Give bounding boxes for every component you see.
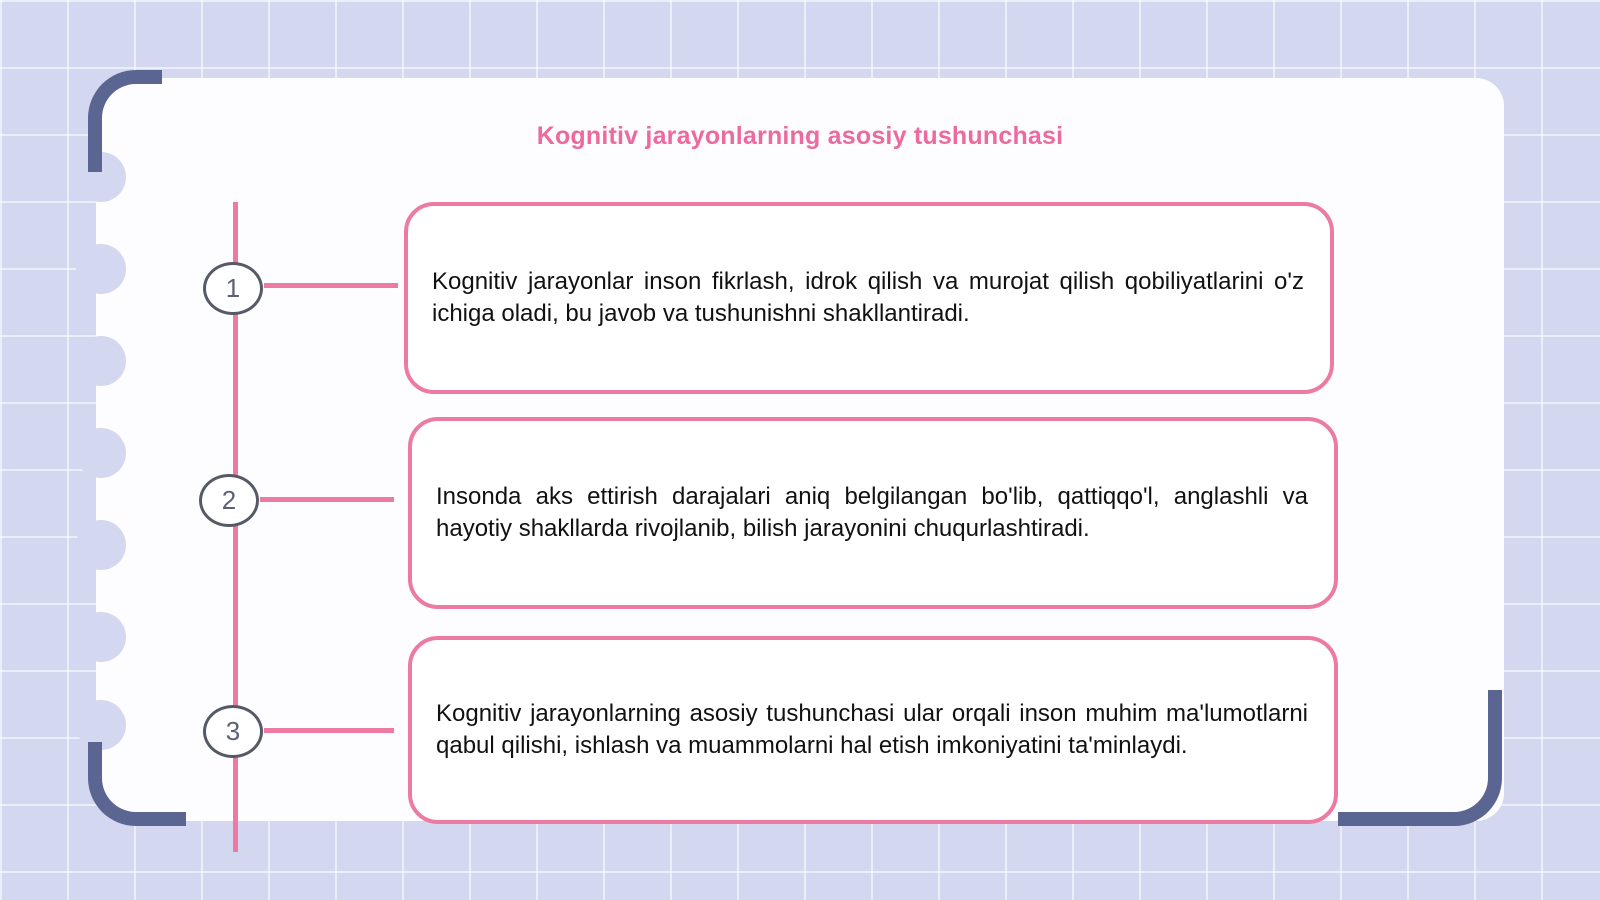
content-text-2: Insonda aks ettirish darajalari aniq belgilangan bo'lib, qattiqqo'l, anglashli va hayotiy shakllarda rivojlanib, bilish jarayonini chuqurlashtiradi. [436, 483, 1308, 542]
connector-line-2 [260, 497, 394, 502]
content-box-3 [408, 636, 1338, 824]
content-text-1: Kognitiv jarayonlar inson fikrlash, idrok qilish va murojat qilish qobiliyatlarini o'z ichiga oladi, bu javob va tushunishni shakllantiradi. [432, 268, 1304, 327]
notebook-scallop [76, 520, 126, 570]
content-text-3: Kognitiv jarayonlarning asosiy tushunchasi ular orqali inson muhim ma'lumotlarni qabul qilishi, ishlash va muammolarni hal etish imkoniyatini ta'minlaydi. [436, 700, 1308, 759]
step-number-1: 1 [203, 262, 263, 315]
notebook-scallop [76, 428, 126, 478]
step-number-3: 3 [203, 705, 263, 758]
content-box-1 [404, 202, 1334, 394]
content-box-2 [408, 417, 1338, 609]
corner-bracket-bottom-left [88, 742, 186, 826]
notebook-scallop [76, 244, 126, 294]
corner-bracket-bottom-right [1338, 690, 1502, 826]
notebook-scallop [76, 612, 126, 662]
corner-bracket-top-left [88, 70, 162, 172]
step-number-2: 2 [199, 474, 259, 527]
connector-line-1 [264, 283, 398, 288]
slide-title: Kognitiv jarayonlarning asosiy tushunchasi [536, 122, 1064, 150]
connector-line-3 [264, 728, 394, 733]
notebook-scallop [76, 336, 126, 386]
